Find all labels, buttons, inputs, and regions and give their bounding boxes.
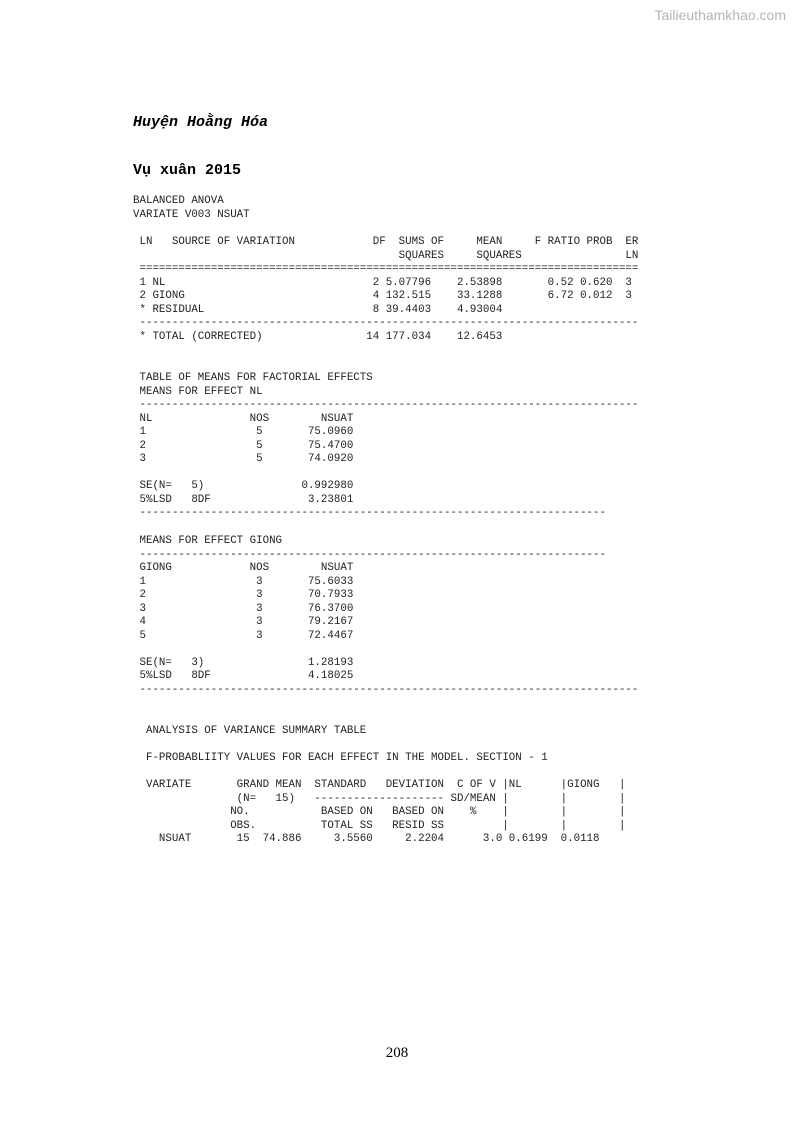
summary-line: NO. BASED ON BASED ON % | | |	[133, 806, 626, 818]
means-giong-line: 4 3 79.2167	[133, 616, 354, 628]
page-number: 208	[385, 1045, 409, 1061]
anova-header	[133, 195, 250, 222]
means-giong-section	[133, 535, 638, 697]
means-nl-line: 1 5 75.0960	[133, 426, 354, 438]
means-nl-line: -----------------------------------------------------------------------------	[133, 399, 639, 411]
anova-table-line: =============================================================================	[133, 263, 639, 275]
means-nl-line: 3 5 74.0920	[133, 453, 354, 465]
anova-header-line: VARIATE V003 NSUAT	[133, 208, 250, 221]
anova-table	[133, 236, 638, 344]
means-giong-line: -----------------------------------------------------------------------------	[133, 683, 639, 696]
means-giong-line: 5%LSD 8DF 4.18025	[133, 670, 354, 682]
summary-line: VARIATE GRAND MEAN STANDARD DEVIATION C OF V |NL |GIONG |	[133, 779, 626, 791]
summary-line: (N= 15) -------------------- SD/MEAN | | |	[133, 792, 626, 805]
summary-line: F-PROBABLIITY VALUES FOR EACH EFFECT IN THE MODEL. SECTION - 1	[133, 752, 548, 764]
means-giong-line: MEANS FOR EFFECT GIONG	[133, 535, 283, 547]
means-giong-line: ------------------------------------------------------------------------	[133, 548, 606, 561]
summary-line: NSUAT 15 74.886 3.5560 2.2204 3.0 0.6199 0.0118	[133, 833, 600, 845]
anova-table-line: * RESIDUAL 8 39.4403 4.93004	[133, 303, 503, 316]
anova-table-line: SQUARES SQUARES LN	[133, 249, 639, 262]
means-nl-line: NL NOS NSUAT	[133, 412, 354, 425]
anova-table-line: LN SOURCE OF VARIATION DF SUMS OF MEAN F RATIO PROB ER	[133, 236, 639, 248]
means-giong-line: 1 3 75.6033	[133, 575, 354, 588]
means-nl-line: MEANS FOR EFFECT NL	[133, 385, 263, 398]
means-giong-line: 3 3 76.3700	[133, 602, 354, 615]
summary-line: OBS. TOTAL SS RESID SS | | |	[133, 819, 626, 832]
season-title: Vụ xuân 2015	[133, 162, 242, 179]
means-giong-line: SE(N= 3) 1.28193	[133, 656, 354, 669]
means-nl-line: SE(N= 5) 0.992980	[133, 480, 354, 492]
means-giong-line: 2 3 70.7933	[133, 589, 354, 601]
means-nl-section	[133, 372, 638, 521]
means-giong-line: 5 3 72.4467	[133, 629, 354, 642]
means-nl-line: TABLE OF MEANS FOR FACTORIAL EFFECTS	[133, 372, 373, 384]
anova-table-line: 1 NL 2 5.07796 2.53898 0.52 0.620 3	[133, 276, 632, 289]
location-title: Huyện Hoằng Hóa	[133, 114, 269, 131]
anova-header-line: BALANCED ANOVA	[133, 195, 224, 207]
anova-table-line: -----------------------------------------------------------------------------	[133, 317, 639, 329]
anova-table-line: * TOTAL (CORRECTED) 14 177.034 12.6453	[133, 330, 503, 343]
means-nl-line: 2 5 75.4700	[133, 439, 354, 452]
means-nl-line: ------------------------------------------------------------------------	[133, 507, 606, 519]
summary-line: ANALYSIS OF VARIANCE SUMMARY TABLE	[133, 725, 367, 737]
variance-summary-section	[133, 725, 625, 847]
watermark: Tailieuthamkhao.com	[654, 7, 786, 23]
means-nl-line: 5%LSD 8DF 3.23801	[133, 493, 354, 506]
anova-table-line: 2 GIONG 4 132.515 33.1288 6.72 0.012 3	[133, 290, 632, 302]
means-giong-line: GIONG NOS NSUAT	[133, 562, 354, 574]
